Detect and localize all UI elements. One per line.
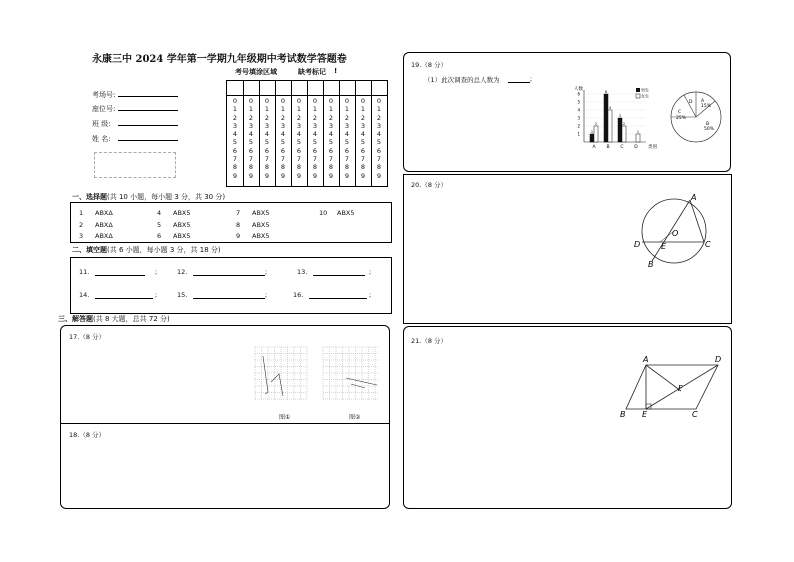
- exam-grid-digit[interactable]: 8: [264, 163, 270, 172]
- pie-value-c: 25%: [676, 116, 687, 121]
- mc-item-3-options[interactable]: ABXΔ: [95, 232, 113, 240]
- section-3-heading: 三、解答题: [58, 315, 93, 323]
- exam-grid-digit[interactable]: 6: [360, 146, 366, 155]
- q17-fig2-caption: 图②: [349, 414, 361, 421]
- fill-12-input[interactable]: [193, 275, 265, 276]
- exam-grid-digit-column[interactable]: [339, 97, 355, 180]
- exam-grid-digit[interactable]: 9: [344, 171, 350, 180]
- bar-y-tick-label: 3: [577, 115, 580, 121]
- mc-item-2-options[interactable]: ABXΔ: [95, 221, 113, 229]
- exam-grid-digit[interactable]: 8: [344, 163, 350, 172]
- exam-grid-digit[interactable]: 9: [232, 171, 238, 180]
- fill-15-input[interactable]: [193, 298, 265, 299]
- exam-grid-digit[interactable]: 6: [376, 146, 382, 155]
- exam-grid-header-cell[interactable]: [291, 81, 307, 96]
- legend-male-swatch: [636, 88, 640, 92]
- q20-chord-ab: [652, 200, 690, 261]
- exam-grid-digit[interactable]: 1: [264, 105, 270, 114]
- mc-item-4-options[interactable]: ABX5: [173, 209, 191, 217]
- absent-label: 缺考标记: [298, 68, 326, 76]
- exam-grid-column-divider: [323, 81, 324, 186]
- absent-mark[interactable]: !: [334, 67, 338, 75]
- exam-grid-header-cell[interactable]: [371, 81, 387, 96]
- exam-grid-digit[interactable]: 0: [312, 97, 318, 105]
- mc-item-7-number: 7: [236, 209, 241, 217]
- mc-answer-box: [70, 202, 392, 243]
- q19-pie-chart: [668, 89, 724, 145]
- mc-item-7-options[interactable]: ABX5: [252, 209, 270, 217]
- exam-grid-digit[interactable]: 1: [248, 105, 254, 114]
- q20-circle-figure: [630, 191, 720, 269]
- exam-grid-digit[interactable]: 9: [312, 171, 318, 180]
- exam-grid-digit[interactable]: 4: [232, 130, 238, 139]
- bar-value-label: 1: [636, 130, 640, 134]
- exam-grid-digit-column[interactable]: [307, 97, 323, 180]
- exam-grid-digit[interactable]: 6: [296, 146, 302, 155]
- exam-grid-digit[interactable]: 4: [360, 130, 366, 139]
- exam-grid-header-cell[interactable]: [275, 81, 291, 96]
- exam-grid-digit-column[interactable]: [275, 97, 291, 180]
- mc-item-6-options[interactable]: ABX5: [173, 232, 191, 240]
- exam-grid-header-cell[interactable]: [339, 81, 355, 96]
- bar-D-female: [636, 134, 640, 142]
- exam-grid-column-divider: [355, 81, 356, 186]
- exam-grid-digit[interactable]: 2: [328, 113, 334, 122]
- bar-value-label: 4: [608, 106, 612, 110]
- exam-grid-digit[interactable]: 6: [264, 146, 270, 155]
- exam-grid-digit[interactable]: 0: [376, 97, 382, 105]
- section-3-title: [58, 314, 170, 324]
- bar-y-tick-label: 6: [577, 91, 580, 97]
- exam-grid-digit[interactable]: 2: [344, 113, 350, 122]
- mc-item-5-options[interactable]: ABX5: [173, 221, 191, 229]
- exam-grid-digit[interactable]: 5: [376, 138, 382, 147]
- exam-grid-header-cell[interactable]: [355, 81, 371, 96]
- exam-grid-digit[interactable]: 9: [360, 171, 366, 180]
- field-class-input[interactable]: [118, 125, 178, 126]
- mc-item-9-options[interactable]: ABX5: [252, 232, 270, 240]
- grid-figure-1: [255, 347, 307, 401]
- mc-item-2-number: 2: [79, 221, 84, 229]
- exam-grid-digit[interactable]: 1: [280, 105, 286, 114]
- exam-grid-column-divider: [291, 81, 292, 186]
- exam-grid-digit[interactable]: 2: [312, 113, 318, 122]
- section-1-title: [72, 192, 225, 202]
- fill-15-label: 15.: [177, 291, 188, 299]
- exam-grid-digit[interactable]: 1: [232, 105, 238, 114]
- exam-grid-digit[interactable]: 7: [360, 155, 366, 164]
- fill-16-label: 16.: [293, 291, 304, 299]
- pie-label-d: D: [689, 100, 693, 105]
- exam-grid-digit[interactable]: 0: [296, 97, 302, 105]
- exam-grid-digit[interactable]: 3: [296, 121, 302, 130]
- exam-grid-digit[interactable]: 0: [232, 97, 238, 105]
- exam-number-label: 考号填涂区域: [235, 68, 277, 76]
- exam-grid-column-divider: [371, 81, 372, 186]
- section-2-heading: 二、填空题: [72, 246, 107, 254]
- exam-grid-digit[interactable]: 1: [344, 105, 350, 114]
- mc-item-8-number: 8: [236, 221, 241, 229]
- fig1-shape-2: [271, 374, 283, 396]
- exam-grid-digit[interactable]: 3: [328, 121, 334, 130]
- fill-11-input[interactable]: [95, 275, 145, 276]
- q20-point-d: D: [634, 240, 641, 249]
- mc-item-5-number: 5: [157, 221, 162, 229]
- q21-point-a: A: [643, 355, 649, 364]
- exam-grid-digit[interactable]: 1: [312, 105, 318, 114]
- exam-grid-digit[interactable]: 7: [232, 155, 238, 164]
- q20-point-a: A: [691, 193, 697, 202]
- q17-label: 17.（8 分）: [69, 333, 106, 341]
- exam-grid-header-cell[interactable]: [323, 81, 339, 96]
- fill-15-end: ;: [265, 291, 268, 299]
- mc-item-10-number: 10: [319, 209, 328, 217]
- exam-grid-digit[interactable]: 3: [280, 121, 286, 130]
- exam-grid-digit[interactable]: 6: [328, 146, 334, 155]
- q21-point-c: C: [692, 410, 698, 419]
- exam-grid-digit[interactable]: 0: [328, 97, 334, 105]
- exam-grid-digit[interactable]: 5: [264, 138, 270, 147]
- section-1-note: (共 10 小题，每小题 3 分，共 30 分): [107, 193, 226, 201]
- exam-grid-digit[interactable]: 3: [376, 121, 382, 130]
- field-name-input[interactable]: [118, 140, 178, 141]
- exam-grid-digit[interactable]: 7: [280, 155, 286, 164]
- fill-14-end: ;: [155, 291, 158, 299]
- bar-B-female: [608, 110, 612, 142]
- exam-grid-digit[interactable]: 2: [232, 113, 238, 122]
- exam-grid-digit[interactable]: 6: [248, 146, 254, 155]
- legend-female-label: 女生: [641, 93, 649, 99]
- bar-value-label: 3: [618, 114, 622, 118]
- fill-13-label: 13.: [297, 268, 308, 276]
- fill-13-end: ;: [369, 268, 372, 276]
- bar-category-label: C: [620, 145, 624, 150]
- bar-B-male: [604, 94, 608, 142]
- exam-grid-digit[interactable]: 7: [264, 155, 270, 164]
- exam-grid-digit[interactable]: 7: [328, 155, 334, 164]
- exam-grid-digit[interactable]: 8: [280, 163, 286, 172]
- field-name-label: 姓 名:: [92, 135, 111, 143]
- exam-grid-digit[interactable]: 5: [344, 138, 350, 147]
- exam-grid-column-divider: [259, 81, 260, 186]
- q20-chord-ac: [690, 200, 704, 242]
- bar-y-tick-label: 2: [577, 123, 580, 129]
- fill-14-input[interactable]: [95, 298, 153, 299]
- pie-label-b: B: [706, 122, 710, 127]
- exam-grid-digit[interactable]: 8: [248, 163, 254, 172]
- exam-grid-header-cell[interactable]: [243, 81, 259, 96]
- fill-13-input[interactable]: [313, 275, 365, 276]
- exam-grid-digit-column[interactable]: [243, 97, 259, 180]
- exam-grid-digit[interactable]: 5: [360, 138, 366, 147]
- exam-grid-digit-column[interactable]: [227, 97, 243, 180]
- exam-grid-digit-column[interactable]: [259, 97, 275, 180]
- q21-aux: [626, 391, 681, 409]
- exam-grid-digit[interactable]: 5: [248, 138, 254, 147]
- q19-label: 19.（8 分）: [411, 61, 448, 69]
- exam-grid-digit[interactable]: 6: [312, 146, 318, 155]
- exam-grid-digit[interactable]: 9: [280, 171, 286, 180]
- exam-grid-digit[interactable]: 4: [296, 130, 302, 139]
- pie-label-c: C: [678, 110, 682, 115]
- exam-grid-digit[interactable]: 0: [264, 97, 270, 105]
- bar-y-tick-label: 5: [577, 99, 580, 105]
- grid-figure-2: [323, 347, 379, 401]
- exam-number-grid[interactable]: [226, 80, 388, 187]
- mc-item-10-options[interactable]: ABX5: [337, 209, 355, 217]
- section-2-title: [72, 245, 221, 255]
- exam-grid-digit[interactable]: 2: [248, 113, 254, 122]
- exam-grid-digit[interactable]: 5: [280, 138, 286, 147]
- q21-point-f: F: [678, 384, 683, 393]
- pie-value-a: 15%: [701, 104, 712, 109]
- sheet-title: 永康三中 2024 学年第一学期九年级期中考试数学答题卷: [92, 54, 347, 65]
- exam-grid-digit[interactable]: 1: [328, 105, 334, 114]
- mc-item-3-number: 3: [79, 232, 84, 240]
- q18-label: 18.（8 分）: [69, 431, 106, 439]
- bar-y-tick-label: 4: [577, 107, 580, 113]
- q20-point-b: B: [648, 260, 654, 269]
- exam-grid-digit[interactable]: 9: [376, 171, 382, 180]
- fill-answer-box: [70, 257, 392, 314]
- exam-grid-digit[interactable]: 6: [232, 146, 238, 155]
- mc-item-1-number: 1: [79, 209, 84, 217]
- fig1-shape-1: [263, 356, 268, 394]
- barcode-area: [94, 152, 176, 178]
- fill-16-end: ;: [369, 291, 372, 299]
- exam-grid-digit[interactable]: 7: [248, 155, 254, 164]
- bar-value-label: 6: [604, 90, 608, 94]
- exam-grid-digit[interactable]: 2: [280, 113, 286, 122]
- exam-grid-digit[interactable]: 8: [296, 163, 302, 172]
- field-class-label: 班 级:: [92, 120, 111, 128]
- legend-male-label: 男生: [641, 87, 649, 93]
- exam-grid-header-cell[interactable]: [259, 81, 275, 96]
- q21-point-b: B: [620, 410, 626, 419]
- exam-grid-digit[interactable]: 4: [264, 130, 270, 139]
- exam-grid-digit[interactable]: 4: [248, 130, 254, 139]
- exam-grid-digit-column[interactable]: [355, 97, 371, 180]
- exam-grid-digit[interactable]: 7: [312, 155, 318, 164]
- fill-11-end: ;: [155, 268, 158, 276]
- q21-point-d: D: [715, 355, 722, 364]
- exam-grid-digit[interactable]: 8: [328, 163, 334, 172]
- exam-grid-digit[interactable]: 5: [312, 138, 318, 147]
- bar-A-male: [590, 134, 594, 142]
- exam-grid-digit-column[interactable]: [323, 97, 339, 180]
- exam-grid-digit[interactable]: 3: [232, 121, 238, 130]
- mc-item-6-number: 6: [157, 232, 162, 240]
- exam-grid-digit[interactable]: 8: [376, 163, 382, 172]
- q21-answer-box[interactable]: [403, 326, 732, 509]
- field-room-input[interactable]: [118, 96, 178, 97]
- exam-grid-digit[interactable]: 4: [344, 130, 350, 139]
- mc-item-9-number: 9: [236, 232, 241, 240]
- exam-grid-digit[interactable]: 9: [296, 171, 302, 180]
- exam-grid-header-cell[interactable]: [307, 81, 323, 96]
- exam-grid-digit[interactable]: 3: [312, 121, 318, 130]
- exam-grid-digit[interactable]: 4: [328, 130, 334, 139]
- exam-grid-digit[interactable]: 2: [376, 113, 382, 122]
- exam-grid-digit[interactable]: 5: [296, 138, 302, 147]
- exam-grid-digit[interactable]: 6: [280, 146, 286, 155]
- q20-point-c: C: [705, 240, 711, 249]
- bar-y-axis-label: 人数: [574, 87, 583, 92]
- exam-grid-digit[interactable]: 0: [344, 97, 350, 105]
- q19-bar-chart: [574, 86, 664, 152]
- bar-A-female: [594, 126, 598, 142]
- exam-grid-digit[interactable]: 2: [360, 113, 366, 122]
- pie-divider-4: [684, 95, 696, 117]
- mc-item-8-options[interactable]: ABX5: [252, 221, 270, 229]
- exam-grid-digit[interactable]: 4: [312, 130, 318, 139]
- bar-C-female: [622, 126, 626, 142]
- exam-grid-digit[interactable]: 1: [360, 105, 366, 114]
- fill-14-label: 14.: [79, 291, 90, 299]
- q21-parallelogram: [626, 365, 718, 409]
- fill-12-label: 12.: [177, 268, 188, 276]
- exam-grid-digit[interactable]: 9: [264, 171, 270, 180]
- exam-grid-digit[interactable]: 7: [344, 155, 350, 164]
- exam-grid-digit[interactable]: 0: [360, 97, 366, 105]
- bar-x-axis-label: 类别: [648, 145, 657, 150]
- bar-value-label: 2: [594, 122, 598, 126]
- exam-grid-digit[interactable]: 7: [376, 155, 382, 164]
- field-seat-label: 座位号:: [92, 105, 116, 113]
- exam-grid-digit[interactable]: 5: [328, 138, 334, 147]
- q20-label: 20.（8 分）: [411, 181, 448, 189]
- exam-grid-digit[interactable]: 9: [328, 171, 334, 180]
- exam-grid-digit[interactable]: 9: [248, 171, 254, 180]
- exam-grid-column-divider: [275, 81, 276, 186]
- bar-category-label: D: [634, 145, 638, 150]
- pie-label-a: A: [701, 99, 705, 104]
- exam-grid-digit[interactable]: 0: [280, 97, 286, 105]
- mc-item-4-number: 4: [157, 209, 162, 217]
- legend-female-swatch: [636, 94, 640, 98]
- exam-grid-column-divider: [339, 81, 340, 186]
- exam-grid-digit[interactable]: 3: [360, 121, 366, 130]
- q21-segment-af: [646, 365, 681, 391]
- bar-category-label: A: [592, 145, 596, 150]
- pie-value-b: 50%: [704, 127, 715, 132]
- q19-part1-input[interactable]: [508, 82, 530, 83]
- exam-grid-digit[interactable]: 3: [264, 121, 270, 130]
- exam-grid-digit[interactable]: 8: [360, 163, 366, 172]
- exam-grid-column-divider: [307, 81, 308, 186]
- section-3-note: (共 8 大题，总共 72 分): [93, 315, 170, 323]
- q19-part1-end: ;: [530, 75, 533, 83]
- bar-value-label: 2: [622, 122, 626, 126]
- q21-point-e: E: [642, 410, 648, 419]
- section-2-note: (共 6 小题，每小题 3 分，共 18 分): [107, 246, 221, 254]
- fig2-shape-1: [346, 378, 377, 385]
- q20-point-e: E: [661, 242, 667, 251]
- exam-grid-digit[interactable]: 5: [232, 138, 238, 147]
- exam-grid-digit[interactable]: 8: [312, 163, 318, 172]
- mc-item-1-options[interactable]: ABXΔ: [95, 209, 113, 217]
- exam-grid-digit[interactable]: 6: [344, 146, 350, 155]
- q19-answer-box[interactable]: [403, 52, 731, 172]
- bar-value-label: 1: [590, 130, 594, 134]
- exam-grid-digit[interactable]: 1: [296, 105, 302, 114]
- bar-category-label: B: [606, 145, 610, 150]
- section-1-heading: 一、选择题: [72, 193, 107, 201]
- q21-parallelogram-figure: [618, 353, 728, 419]
- exam-grid-digit[interactable]: 7: [296, 155, 302, 164]
- field-room-label: 考场号:: [92, 91, 116, 99]
- exam-grid-column-divider: [243, 81, 244, 186]
- exam-grid-digit[interactable]: 4: [376, 130, 382, 139]
- q20-point-o: O: [672, 229, 679, 238]
- exam-grid-digit[interactable]: 4: [280, 130, 286, 139]
- q21-label: 21.（8 分）: [411, 337, 448, 345]
- bar-y-tick-label: 1: [577, 131, 580, 137]
- fill-16-input[interactable]: [309, 298, 367, 299]
- exam-grid-header-cell[interactable]: [227, 81, 243, 96]
- exam-grid-digit[interactable]: 8: [232, 163, 238, 172]
- q17-grid-figures: [251, 344, 386, 424]
- field-seat-input[interactable]: [118, 110, 178, 111]
- exam-grid-digit[interactable]: 3: [344, 121, 350, 130]
- exam-grid-digit[interactable]: 1: [376, 105, 382, 114]
- q17-18-answer-box[interactable]: [60, 325, 390, 509]
- q20-answer-box[interactable]: [403, 174, 732, 324]
- exam-grid-digit-column[interactable]: [371, 97, 387, 180]
- q19-part1-text: （1）此次调查的总人数为: [424, 76, 500, 84]
- exam-grid-digit-column[interactable]: [291, 97, 307, 180]
- q17-fig1-caption: 图①: [279, 414, 291, 421]
- exam-grid-digit[interactable]: 2: [264, 113, 270, 122]
- bar-C-male: [618, 118, 622, 142]
- exam-grid-digit[interactable]: 0: [248, 97, 254, 105]
- exam-grid-digit[interactable]: 3: [248, 121, 254, 130]
- exam-grid-digit[interactable]: 2: [296, 113, 302, 122]
- fill-12-end: ;: [265, 268, 268, 276]
- fill-11-label: 11.: [79, 268, 90, 276]
